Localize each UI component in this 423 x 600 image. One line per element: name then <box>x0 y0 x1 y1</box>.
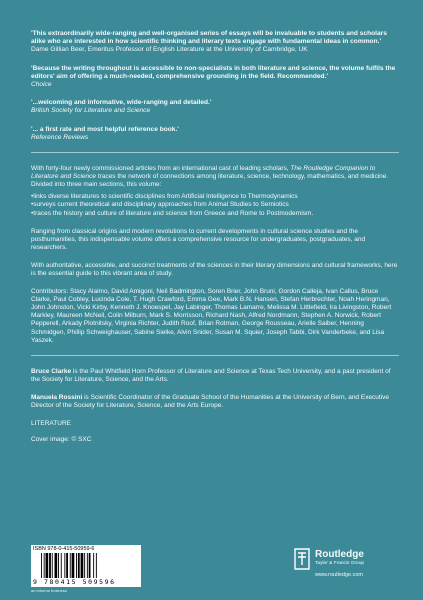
review-quote <box>31 30 399 55</box>
review-quote <box>31 99 399 115</box>
divider <box>31 152 399 153</box>
review-source: British Society for Literature and Science <box>31 107 151 115</box>
publisher-logo <box>292 547 402 592</box>
description-paragraph: Ranging from classical origins and modern revolutions to current developments in cultural science studies and the posthumanities, this indispensable volume offers a comprehensive resource for undergraduates, postgraduates, and researchers. <box>31 227 366 251</box>
editor-bio-text: is the Paul Whitfield Horn Professor of Literature and Science at Texas Tech University, and a past president of the Society for Literature, Science, and the Arts. <box>31 367 391 383</box>
list-item: • traces the history and culture of literature and science from Greece and Rome to Postmodernism. <box>31 210 399 218</box>
publisher-group: Taylor & Francis Group <box>315 561 365 566</box>
cover-credit: Cover image: © SXC <box>31 436 92 444</box>
publisher-url: www.routledge.com <box>315 572 363 578</box>
editor-name: Bruce Clarke <box>31 367 72 375</box>
review-text: 'This extraordinarily wide-ranging and well-organised series of essays will be invaluable to students and scholars alike who are interested in how scientific thinking and literary texts engage with fundamental ideas in common.' <box>31 30 387 46</box>
description-paragraph: With authoritative, accessible, and succinct treatments of the sciences in their literary dimensions and cultural frameworks, here is the essential guide to this vibrant area of study. <box>31 261 398 277</box>
contributors-paragraph: Contributors: Stacy Alaimo, David Amigoni, Neil Badmington, Soren Brier, John Bruni, Gordon Calleja, Ivan Callus, Bruce Clarke, Paul Cobley, Lucinda Cole, T. Hugh Crawford, Emma Gee, Mark B.N. Hansen, Stefan Herbrechter, Noah Heringman, John Johnston, Vicki Kirby, Kenneth J. Knoespel, Jay Labinger, Thomas Lamarre, Melissa M. Littlefield, Ira Livingston, Robert Markley, Maureen McNeil, Colin Milburn, Mark S. Morrisson, Richard Nash, Alfred Nordmann, Stephen A. Norwick, Robert Pepperell, Arkady Plotnitsky, Virginia Richter, Judith Roof, Brian Rotman, George Rousseau, Arielle Saiber, Henning Schmidgen, Phillip Schweighauser, Sabine Sielke, Alvin Snider, Susan M. Squier, Joseph Tabbi, Dirk Vanderbeke, and Lisa Yaszek. <box>31 288 392 344</box>
isbn-barcode <box>31 545 141 587</box>
editor-bio <box>31 368 399 384</box>
isbn-label: ISBN 978-0-415-50959-6 <box>33 546 95 552</box>
review-text: 'Because the writing throughout is accessible to non-specialists in both literature and science, the volume fulfils the editors' aim of offering a much-needed, comprehensive grounding in the field. Recommended.' <box>31 64 396 80</box>
editor-bio <box>31 394 399 410</box>
editor-name: Manuela Rossini <box>31 393 83 401</box>
divider <box>31 355 399 356</box>
publisher-name: Routledge <box>315 549 364 560</box>
list-item: • links diverse literatures to scientific disciplines from Artificial Intelligence to Thermodynamics <box>31 193 399 201</box>
barcode-digits: 9 780415 509596 <box>33 578 116 586</box>
review-source: Choice <box>31 81 52 89</box>
review-source: Reference Reviews <box>31 133 89 141</box>
review-quote <box>31 126 399 142</box>
intro-text-cont: traces the network of connections among literature, science, technology, mathematics, and medicine. Divided into three main sections, this volume: <box>31 173 389 189</box>
barcode-bars <box>41 553 137 578</box>
review-quote <box>31 65 399 90</box>
back-cover-content <box>31 30 399 443</box>
routledge-logo-icon <box>292 547 312 571</box>
subject-category: LITERATURE <box>31 420 71 428</box>
review-attribution: Dame Gillian Beer, Emeritus Professor of English Literature at the University of Cambridge, UK <box>31 46 308 54</box>
review-text: '... a first rate and most helpful reference book.' <box>31 125 179 133</box>
list-item: • surveys current theoretical and disciplinary approaches from Animal Studies to Semiotics <box>31 201 399 209</box>
editor-bio-text: is Scientific Coordinator of the Graduate School of the Humanities at the University of Bern, and Executive Director of the Society for Literature, Science, and the Arts Europe. <box>31 393 390 409</box>
review-text: '...welcoming and informative, wide-ranging and detailed.' <box>31 99 212 107</box>
imprint-text: an informa business <box>31 588 67 593</box>
feature-list <box>31 193 399 217</box>
intro-paragraph <box>31 165 399 189</box>
intro-text: With forty-four newly commissioned articles from an international cast of leading scholars, <box>31 165 291 173</box>
book-title: The Routledge Companion to Literature and Science <box>31 165 376 181</box>
